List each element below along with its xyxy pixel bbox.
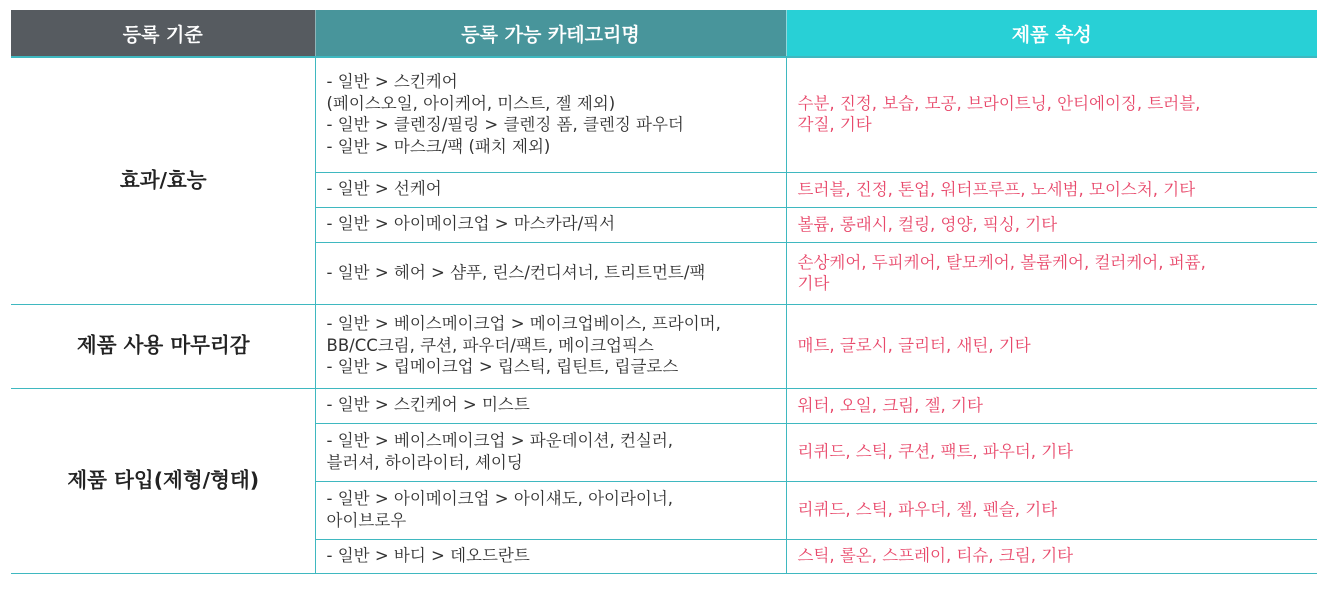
category-cell [315, 242, 786, 304]
attribute-cell [786, 481, 1317, 539]
attribute-cell [786, 242, 1317, 304]
attribute-cell [786, 207, 1317, 242]
attribute-line: 각질, 기타 [797, 115, 872, 135]
category-line: (페이스오일, 아이케어, 미스트, 젤 제외) [326, 93, 616, 113]
category-line: 블러셔, 하이라이터, 셰이딩 [326, 452, 523, 472]
attribute-cell [786, 423, 1317, 481]
attribute-line: 볼륨, 롱래시, 컬링, 영양, 픽싱, 기타 [797, 214, 1058, 234]
category-cell [315, 172, 786, 207]
attribute-cell [786, 57, 1317, 172]
category-line: - 일반 > 마스크/팩 (패치 제외) [326, 136, 551, 156]
category-cell [315, 57, 786, 172]
attribute-line: 손상케어, 두피케어, 탈모케어, 볼륨케어, 컬러케어, 퍼퓸, [797, 252, 1206, 272]
attribute-line: 트러블, 진정, 톤업, 워터프루프, 노세범, 모이스처, 기타 [797, 179, 1196, 199]
category-line: - 일반 > 베이스메이크업 > 파운데이션, 컨실러, [326, 431, 674, 450]
attribute-line: 매트, 글로시, 글리터, 새틴, 기타 [797, 336, 1031, 355]
category-cell [315, 423, 786, 481]
table-row [11, 388, 1317, 423]
category-line: - 일반 > 헤어 > 샴푸, 린스/컨디셔너, 트리트먼트/팩 [326, 262, 706, 282]
criterion-cell: 제품 사용 마무리감 [11, 304, 315, 388]
category-cell [315, 539, 786, 573]
category-cell [315, 481, 786, 539]
table-row [11, 304, 1317, 388]
header-row [11, 10, 1317, 57]
category-line: - 일반 > 스킨케어 > 미스트 [326, 395, 530, 415]
attribute-line: 리퀴드, 스틱, 파우더, 젤, 펜슬, 기타 [797, 500, 1058, 519]
criterion-cell: 제품 타입(제형/형태) [11, 388, 315, 573]
category-line: - 일반 > 바디 > 데오드란트 [326, 545, 530, 565]
table-row [11, 57, 1317, 172]
category-line: - 일반 > 스킨케어 [326, 72, 458, 92]
attribute-cell [786, 304, 1317, 388]
category-line: - 일반 > 립메이크업 > 립스틱, 립틴트, 립글로스 [326, 357, 679, 377]
category-cell [315, 207, 786, 242]
attribute-cell [786, 388, 1317, 423]
category-line: BB/CC크림, 쿠션, 파우더/팩트, 메이크업픽스 [326, 335, 654, 355]
header-attributes: 제품 속성 [786, 10, 1317, 57]
header-categories: 등록 가능 카테고리명 [315, 10, 786, 57]
category-cell [315, 388, 786, 423]
category-line: - 일반 > 선케어 [326, 179, 442, 199]
category-line: - 일반 > 아이메이크업 > 아이섀도, 아이라이너, [326, 489, 674, 508]
attribute-line: 워터, 오일, 크림, 젤, 기타 [797, 395, 983, 415]
attribute-line: 리퀴드, 스틱, 쿠션, 팩트, 파우더, 기타 [797, 442, 1074, 461]
category-line: - 일반 > 클렌징/필링 > 클렌징 폼, 클렌징 파우더 [326, 115, 684, 135]
category-line: 아이브로우 [326, 510, 407, 530]
criterion-cell: 효과/효능 [11, 57, 315, 304]
category-line: - 일반 > 아이메이크업 > 마스카라/픽서 [326, 214, 616, 234]
attribute-line: 스틱, 롤온, 스프레이, 티슈, 크림, 기타 [797, 546, 1074, 565]
attribute-cell [786, 172, 1317, 207]
category-cell [315, 304, 786, 388]
attribute-line: 기타 [797, 273, 830, 293]
header-criterion: 등록 기준 [11, 10, 315, 57]
category-attribute-table [11, 10, 1317, 574]
attribute-cell [786, 539, 1317, 573]
attribute-line: 수분, 진정, 보습, 모공, 브라이트닝, 안티에이징, 트러블, [797, 94, 1201, 114]
category-line: - 일반 > 베이스메이크업 > 메이크업베이스, 프라이머, [326, 314, 721, 334]
